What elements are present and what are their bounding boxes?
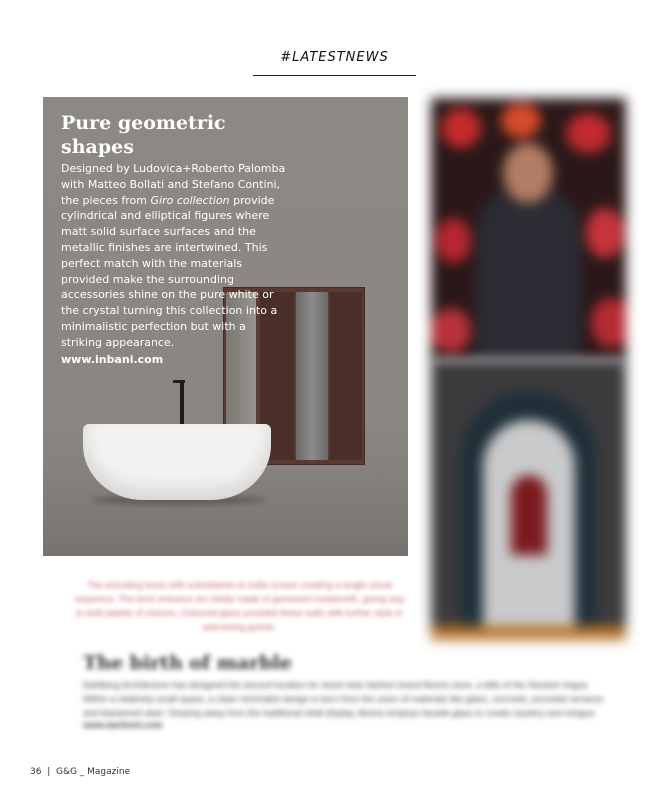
red-flower-decor (586, 208, 624, 258)
feature-text-block (61, 111, 286, 366)
cabinet-mirror (296, 292, 328, 460)
article-title: The birth of marble (83, 652, 292, 674)
bathtub (83, 424, 271, 500)
red-flower-decor (431, 308, 471, 353)
red-flower-decor (436, 218, 471, 263)
feature-title: Pure geometric shapes (61, 112, 226, 158)
header-underline (253, 75, 416, 76)
article-website-link[interactable]: www.dartiomi.com (83, 720, 163, 730)
article-body: Dahlberg Architecture has designed the second location for street wise fashion brand Bsorts store, a little of the Stockist Vogue. Within a relatively small space, a clean minimalist design is born from the union of materials like glass, concrete, porcelain terrazzo and blackened steel. Straying away from the traditional retail display, Bsorts employs facade glass to create mystery and intrigue. (83, 680, 604, 718)
red-flower-decor (441, 108, 481, 148)
cabinet-wood-panel (330, 292, 362, 460)
feature-body (61, 161, 286, 351)
feature-body-part: provide cylindrical and elliptical figures where matt solid surface surfaces and the metallic finishes are intertwined. This perfect match with the materials provided make the surrounding accessories shine on the pure white or the crystal turning this collection into a minimalistic perfection but with a striking appearance. (61, 193, 278, 349)
page-footer (30, 767, 130, 777)
red-flower-decor (566, 113, 611, 153)
red-flower-decor (591, 298, 626, 348)
red-flower-decor (501, 103, 541, 138)
portrait-photo (431, 98, 626, 360)
red-doorway (511, 475, 547, 555)
feature-website-link[interactable]: www.inbani.com (61, 352, 164, 366)
magazine-name: G&G _ Magazine (55, 767, 131, 777)
wood-floor (431, 626, 626, 640)
feature-body-part: Designed by Ludovica+Roberto Palomba with Matteo Bollati and Stefano Contini, the pieces from (61, 162, 286, 207)
person (476, 188, 581, 360)
article-block (83, 652, 613, 730)
feature-image (43, 97, 408, 556)
section-header: #LATESTNEWS (280, 50, 389, 65)
interior-photo (431, 360, 626, 640)
footer-separator: | (47, 767, 51, 777)
person-head (503, 143, 553, 203)
collection-name: Giro collection (150, 193, 230, 207)
page-number: 36 (30, 767, 42, 777)
image-caption: The extruding brass with subsidiaries to trellis screen creating a single visual sequence. The brick entrance are totally made of garnished metalsmith, giving way to bold palette of choices. Coloured glass provided these walls with further style to welcoming guests. (74, 580, 405, 632)
